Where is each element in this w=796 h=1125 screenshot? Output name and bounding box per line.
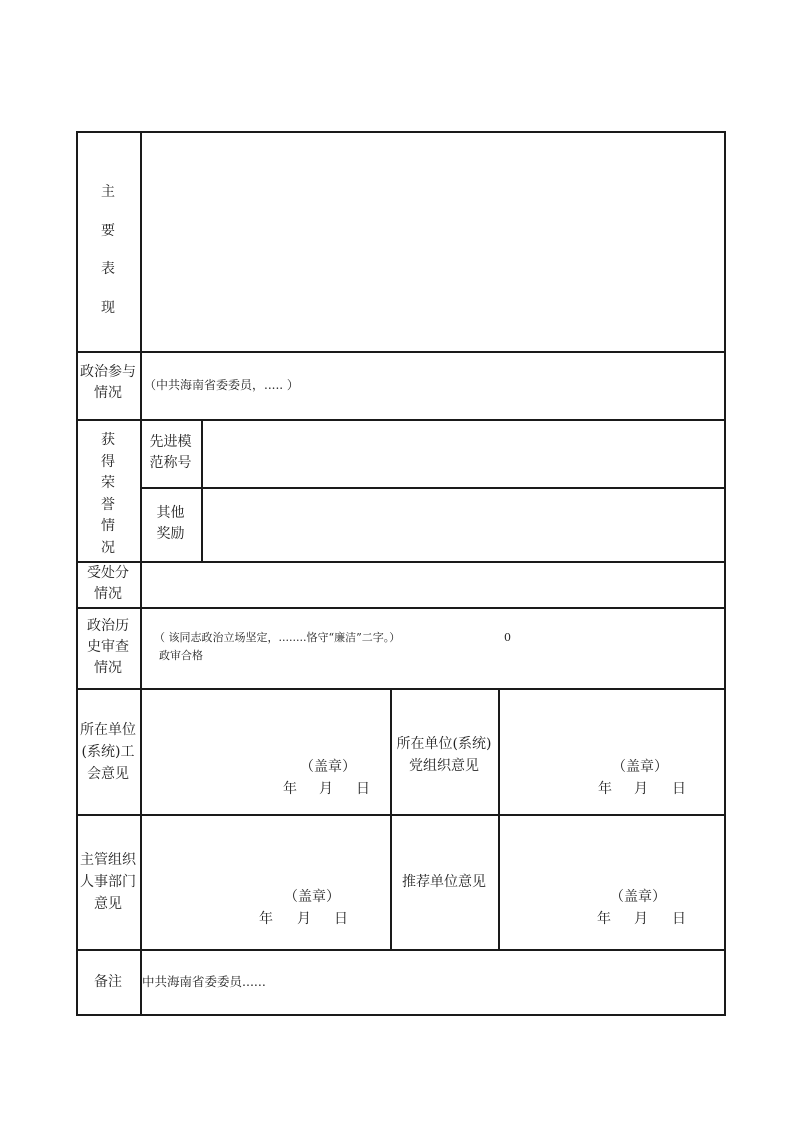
personnel-seal-text: （盖章）: [284, 889, 340, 905]
remarks-content: 中共海南省委委员......: [142, 974, 266, 989]
label-line: 奖励: [156, 526, 185, 542]
label-char: 荣: [101, 475, 115, 491]
union-seal-text: （盖章）: [300, 759, 356, 775]
label-line: 党组织意见: [409, 758, 479, 774]
label-line: 情况: [94, 385, 122, 401]
party-date-year: 年: [598, 781, 612, 797]
main-performance-field[interactable]: [142, 133, 724, 351]
label-line: 政治历: [87, 618, 129, 634]
label-line: 人事部门: [80, 874, 136, 890]
label-line: 情况: [94, 586, 122, 602]
personnel-opinion-label: [76, 849, 140, 915]
row-line-7: [76, 949, 726, 951]
union-opinion-label: [76, 719, 140, 785]
other-awards-label: [140, 503, 201, 545]
recommend-opinion-label: 推荐单位意见: [402, 874, 486, 890]
row-line-bottom: [76, 1014, 726, 1016]
political-history-content-line2: 政审合格: [159, 649, 203, 662]
label-char: 况: [101, 539, 115, 556]
main-performance-label: [76, 173, 140, 327]
party-seal-text: （盖章）: [612, 759, 668, 775]
model-title-label: [140, 432, 201, 474]
personnel-date-month: 月: [297, 911, 311, 927]
table-border-right: [724, 131, 726, 1016]
label-line: 情况: [94, 660, 122, 676]
recommend-seal-text: （盖章）: [610, 889, 666, 905]
label-line: 所在单位(系统): [396, 736, 492, 752]
label-char: 表: [101, 261, 115, 277]
label-line: 会意见: [87, 766, 129, 782]
punishment-field[interactable]: [142, 563, 724, 607]
label-line: 先进模: [149, 434, 192, 450]
recommend-date-month: 月: [634, 911, 648, 927]
political-participation-content: （中共海南省委委员，..... ）: [144, 378, 299, 392]
label-line: (系统)工: [81, 744, 135, 760]
model-title-field[interactable]: [203, 421, 724, 487]
row-line-1: [76, 351, 726, 353]
label-line: 范称号: [149, 455, 192, 471]
label-line: 政治参与: [80, 364, 136, 380]
personnel-date-day: 日: [334, 911, 348, 927]
opinion-col-divider-2: [498, 688, 500, 949]
other-awards-field[interactable]: [203, 489, 724, 561]
label-char: 主: [101, 184, 115, 200]
label-line: 主管组织: [80, 852, 136, 868]
label-line: 其他: [156, 505, 185, 521]
row-line-6: [76, 814, 726, 816]
political-history-content-line1: （ 该同志政治立场坚定，........恪守“廉洁”二字。）: [154, 631, 401, 644]
remarks-label: 备注: [94, 974, 122, 990]
label-line: 所在单位: [80, 722, 136, 738]
union-date-day: 日: [356, 781, 370, 797]
honors-label: [76, 430, 140, 559]
label-char: 获: [101, 432, 115, 448]
recommend-date-year: 年: [597, 911, 611, 927]
political-participation-label: [76, 362, 140, 404]
party-opinion-label: [390, 733, 498, 777]
row-line-5: [76, 688, 726, 690]
union-date-month: 月: [319, 781, 333, 797]
label-char: 情: [101, 518, 115, 534]
label-line: 受处分: [87, 565, 129, 581]
political-history-label: [76, 616, 140, 679]
personnel-date-year: 年: [259, 911, 273, 927]
label-line: 史审查: [87, 639, 129, 655]
union-date-year: 年: [283, 781, 297, 797]
label-line: 意见: [94, 896, 122, 912]
label-char: 要: [101, 222, 115, 239]
opinion-col-divider-1: [390, 688, 392, 949]
row-line-4: [76, 607, 726, 609]
party-date-day: 日: [672, 781, 686, 797]
label-char: 誉: [101, 496, 115, 513]
recommend-date-day: 日: [672, 911, 686, 927]
political-history-stray-mark: 0: [504, 631, 511, 644]
label-char: 现: [101, 299, 115, 316]
party-date-month: 月: [634, 781, 648, 797]
punishment-label: [76, 563, 140, 605]
label-char: 得: [101, 453, 115, 470]
